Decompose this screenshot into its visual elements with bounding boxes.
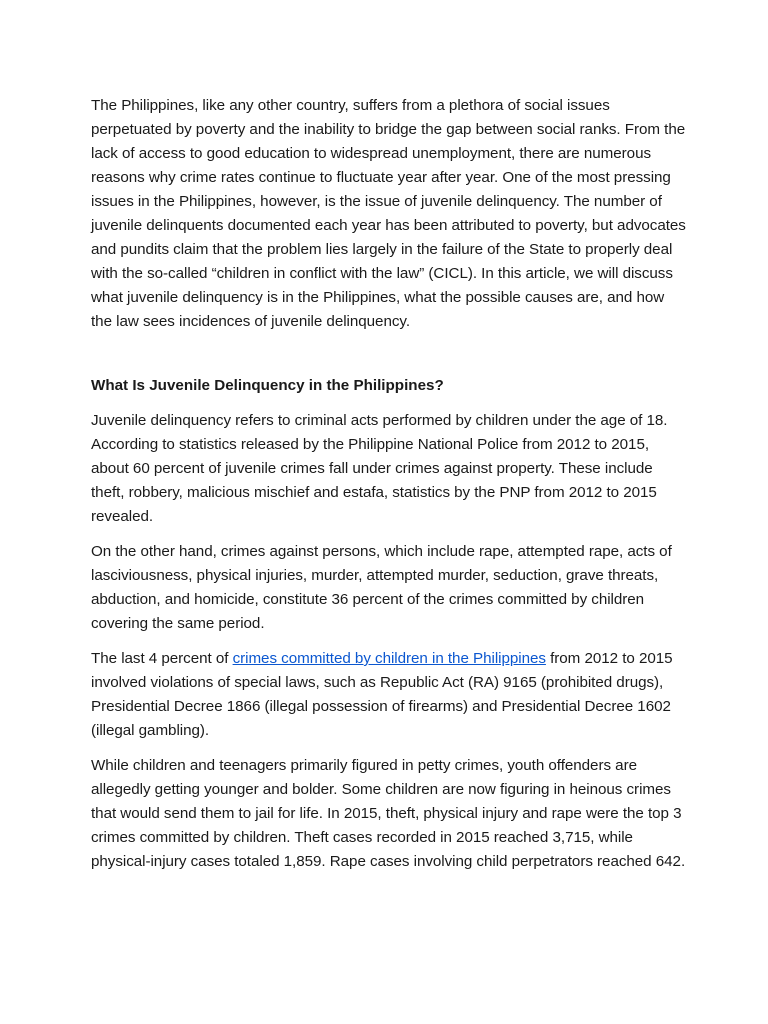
intro-paragraph: The Philippines, like any other country, suffers from a plethora of social issues perpetuated by poverty and the inability to bridge the gap between social ranks. From the lack of access to good education to widespread unemployment, there are numerous reasons why crime rates continue to fluctuate year after year. One of the most pressing issues in the Philippines, however, is the issue of juvenile delinquency. The number of juvenile delinquents documented each year has been attributed to poverty, but advocates and pundits claim that the problem lies largely in the failure of the State to properly deal with the so-called “children in conflict with the law” (CICL). In this article, we will discuss what juvenile delinquency is in the Philippines, what the possible causes are, and how the law sees incidences of juvenile delinquency. [91, 97, 686, 330]
crimes-against-persons-paragraph: On the other hand, crimes against persons, which include rape, attempted rape, acts of lasciviousness, physical injuries, murder, attempted murder, seduction, grave threats, abduction, and homicide, constitute 36 percent of the crimes committed by children covering the same period. [91, 543, 672, 632]
special-laws-text-start: The last 4 percent of [91, 650, 233, 667]
youth-offenders-paragraph: While children and teenagers primarily figured in petty crimes, youth offenders are allegedly getting younger and bolder. Some children are now figuring in heinous crimes that would send them to jail for life. In 2015, theft, physical injury and rape were the top 3 crimes committed by children. Theft cases recorded in 2015 reached 3,715, while physical-injury cases totaled 1,859. Rape cases involving child perpetrators reached 642. [91, 757, 686, 870]
special-laws-paragraph [91, 647, 688, 743]
crimes-by-children-link[interactable]: crimes committed by children in the Philippines [232, 650, 546, 667]
definition-paragraph: Juvenile delinquency refers to criminal acts performed by children under the age of 18. According to statistics released by the Philippine National Police from 2012 to 2015, about 60 percent of juvenile crimes fall under crimes against property. These include theft, robbery, malicious mischief and estafa, statistics by the PNP from 2012 to 2015 revealed. [91, 412, 668, 525]
section-heading: What Is Juvenile Delinquency in the Philippines? [91, 377, 444, 394]
special-laws-text-end: from 2012 to 2015 involved violations of special laws, such as Republic Act (RA) 9165 (prohibited drugs), Presidential Decree 1866 (illegal possession of firearms) and Presidential Decree 1602 (illegal gambling). [91, 650, 673, 739]
